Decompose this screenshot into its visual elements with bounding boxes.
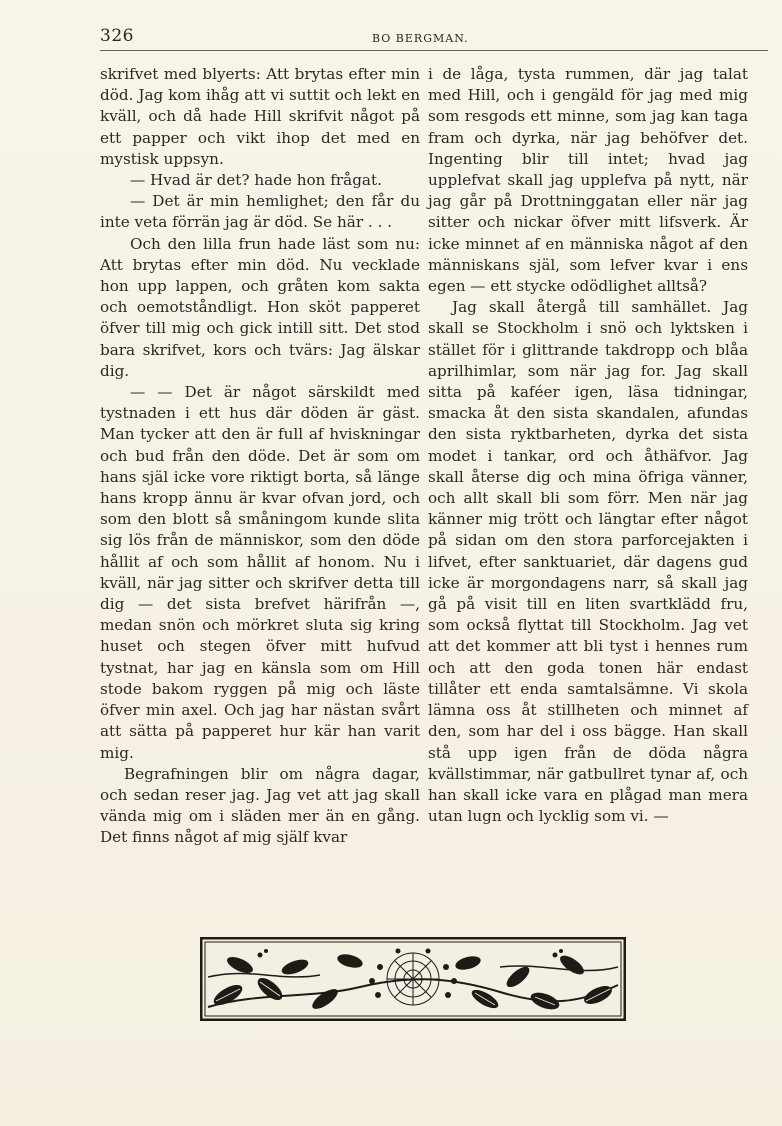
paragraph: Begrafningen blir om några dagar, och sedan reser jag. Jag vet att jag skall vända mig om i släden mer än en gång. Det finns något af mig själf kvar xyxy=(100,764,420,847)
paragraph: — Det är min hemlighet; den får du inte veta förrän jag är död. Se här . . . xyxy=(100,192,420,232)
paragraph: — — Det är något särskildt med tystnaden i ett hus där döden är gäst. Man tycker att den är full af hviskningar och bud från den döde. Det är som om hans själ icke vore riktigt borta, så länge hans kropp ännu är kvar ofvan jord, och som den blott så småningom kunde slita sig lös från de människor, som den döde hållit af och som hållit af honom. Nu i kväll, när jag sitter och skrifver detta till dig — det sista brefvet härifrån —, medan snön och mörkret sluta sig kring huset och stegen öfver mitt hufvud tystnat, har jag en känsla som om Hill stode bakom ryggen på mig och läste öfver min axel. Och jag har nästan svårt att sätta på papperet hur kär han varit mig. xyxy=(100,383,420,762)
paragraph: i de låga, tysta rummen, där jag talat med Hill, och i gengäld för jag med mig som resgods ett minne, som jag kan taga fram och dyrka, när jag behöfver det. Ingenting blir till intet; hvad jag upplefvat skall jag upplefva på nytt, när jag går på Drottninggatan eller när jag sitter och nickar öfver mitt lifsverk. Är icke minnet af en människa något af den människans själ, som lefver kvar i ens egen — ett stycke odödlighet alltså? xyxy=(428,65,748,296)
floral-ornament-vignette xyxy=(200,937,626,1021)
text-column-left xyxy=(100,64,420,849)
page-number: 326 xyxy=(100,26,134,46)
paragraph: Jag skall återgå till samhället. Jag skall se Stockholm i snö och lyktsken i stället för i glittrande takdropp och blåa aprilhimlar, som när jag for. Jag skall sitta på kaféer igen, läsa tidningar, smacka åt den sista skandalen, afundas den sista ryktbarheten, dyrka det sista modet i tankar, ord och åthäfvor. Jag skall återse dig och mina öfriga vänner, och allt skall bli som förr. Men när jag känner mig trött och längtar efter något på sidan om den stora parforcejakten i lifvet, efter sanktuariet, där dagens gud icke är morgondagens narr, så skall jag gå på visit till en liten svartklädd fru, som också flyttat till Stockholm. Jag vet att det kommer att bli tyst i hennes rum och att den goda tonen här endast tillåter ett enda samtalsämne. Vi skola lämna oss åt stillheten och minnet af den, som har del i oss bägge. Han skall stå upp igen från de döda några kvällstimmar, när gatbullret tynar af, och han skall icke vara en plågad man mera utan lugn och lycklig som vi. — xyxy=(428,298,748,826)
running-title: BO BERGMAN. xyxy=(372,32,469,45)
paragraph: — Hvad är det? hade hon frågat. xyxy=(130,171,382,190)
paragraph: Och den lilla frun hade läst som nu: Att brytas efter min död. Nu vecklade hon upp lappen, och gråten kom sakta och oemotståndligt. Hon sköt papperet öfver till mig och gick intill sitt. Det stod bara skrifvet, kors och tvärs: Jag älskar dig. xyxy=(100,234,420,380)
running-head xyxy=(100,22,768,51)
text-column-right xyxy=(428,64,748,827)
paragraph: skrifvet med blyerts: Att brytas efter min död. Jag kom ihåg att vi suttit och lekt en kväll, och då hade Hill skrifvit något på ett papper och vikt ihop det med en mystisk uppsyn. xyxy=(100,65,420,168)
